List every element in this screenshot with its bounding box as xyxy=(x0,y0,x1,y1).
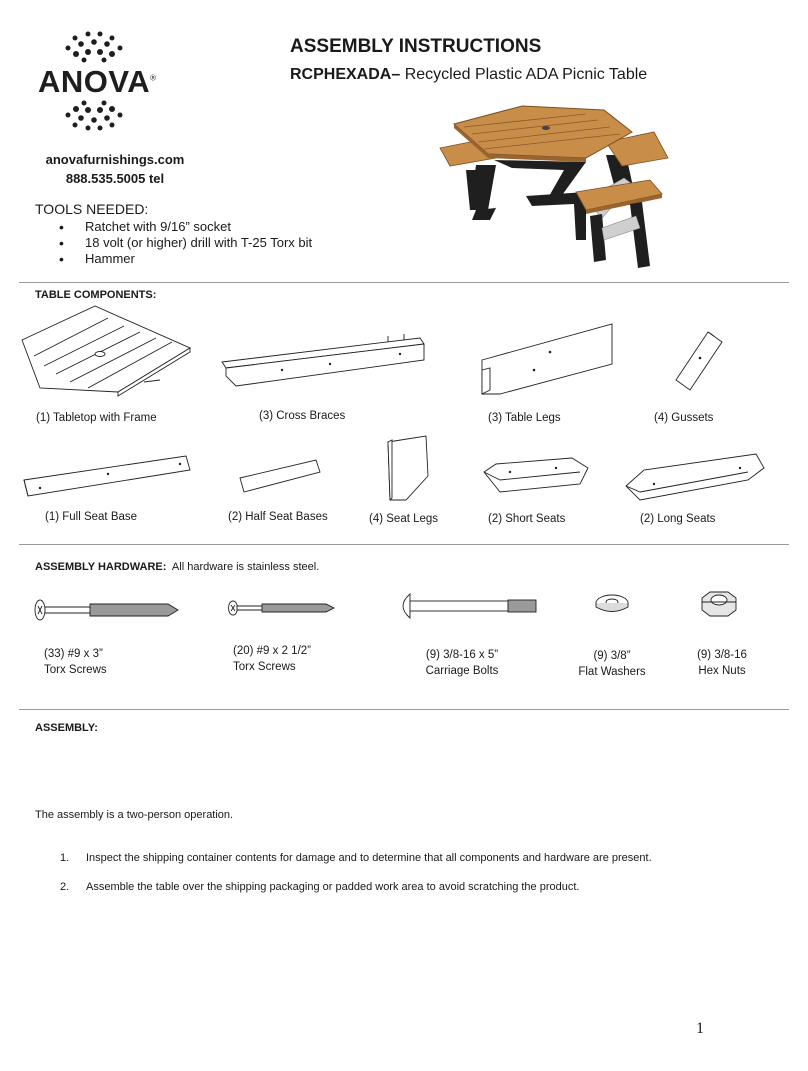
component-label: (2) Long Seats xyxy=(640,513,716,525)
assembly-intro: The assembly is a two-person operation. xyxy=(35,809,234,821)
hardware-item: (20) #9 x 2 1/2” Torx Screws xyxy=(233,645,311,673)
components-heading: TABLE COMPONENTS: xyxy=(35,289,157,301)
step-number: 2. xyxy=(60,881,70,893)
section-divider xyxy=(19,282,789,283)
page-subtitle: RCPHEXADA– Recycled Plastic ADA Picnic Table xyxy=(290,66,648,83)
long-seat-drawing xyxy=(626,454,764,500)
assembly-heading: ASSEMBLY: xyxy=(35,722,98,734)
page-title: ASSEMBLY INSTRUCTIONS xyxy=(290,36,542,57)
hardware-item: (9) 3/8-16 Hex Nuts xyxy=(697,649,747,677)
phone-number: 888.535.5005 tel xyxy=(65,171,165,186)
component-label: (4) Seat Legs xyxy=(369,513,439,525)
hardware-heading: ASSEMBLY HARDWARE: xyxy=(35,561,167,573)
page-number: 1 xyxy=(696,1020,704,1037)
component-label: (1) Tabletop with Frame xyxy=(36,412,157,424)
components-illustrations xyxy=(0,300,808,510)
table-leg-drawing xyxy=(482,324,612,394)
tools-heading: TOOLS NEEDED: xyxy=(35,201,149,217)
section-divider xyxy=(19,709,789,710)
carriage-bolt-icon xyxy=(403,594,536,618)
contact-info xyxy=(30,150,200,188)
torx-screw-3in-icon xyxy=(35,600,178,620)
hardware-item: (9) 3/8-16 x 5” Carriage Bolts xyxy=(425,649,499,677)
component-label: (4) Gussets xyxy=(654,412,714,424)
hardware-item: (33) #9 x 3” Torx Screws xyxy=(44,648,107,676)
step-number: 1. xyxy=(60,852,70,864)
tabletop-drawing xyxy=(22,306,190,396)
tools-list xyxy=(35,219,312,267)
picnic-table-photo xyxy=(436,100,676,272)
torx-screw-2-5in-icon xyxy=(229,601,335,615)
hardware-heading-row xyxy=(35,561,319,573)
flat-washer-icon xyxy=(596,595,628,612)
seat-leg-drawing xyxy=(388,436,428,500)
component-label: (3) Table Legs xyxy=(488,412,561,424)
component-label: (3) Cross Braces xyxy=(259,410,346,422)
half-seat-base-drawing xyxy=(240,460,320,492)
section-divider xyxy=(19,544,789,545)
product-name: Recycled Plastic ADA Picnic Table xyxy=(400,66,648,83)
short-seat-drawing xyxy=(484,458,588,492)
list-item: • Hammer xyxy=(85,251,312,267)
step-text: Assemble the table over the shipping packaging or padded work area to avoid scratching the product. xyxy=(86,881,580,893)
cross-brace-drawing xyxy=(222,334,424,386)
hardware-illustrations xyxy=(0,588,808,628)
model-number: RCPHEXADA xyxy=(290,66,392,83)
hex-nut-icon xyxy=(702,592,736,616)
list-item: • 18 volt (or higher) drill with T-25 Torx bit xyxy=(85,235,312,251)
component-label: (2) Half Seat Bases xyxy=(228,511,328,523)
hardware-note: All hardware is stainless steel. xyxy=(171,561,320,573)
registered-mark: ® xyxy=(150,73,157,83)
component-label: (2) Short Seats xyxy=(488,513,566,525)
step-text: Inspect the shipping container contents for damage and to determine that all components and hardware are present. xyxy=(86,852,652,864)
full-seat-base-drawing xyxy=(24,456,190,496)
hardware-item: (9) 3/8” Flat Washers xyxy=(578,650,646,678)
component-label: (1) Full Seat Base xyxy=(45,511,138,523)
list-item: • Ratchet with 9/16” socket xyxy=(85,219,312,235)
gusset-drawing xyxy=(676,332,722,390)
website-link[interactable]: anovafurnishings.com xyxy=(45,152,185,167)
brand-name: ANOVA® xyxy=(38,64,157,99)
